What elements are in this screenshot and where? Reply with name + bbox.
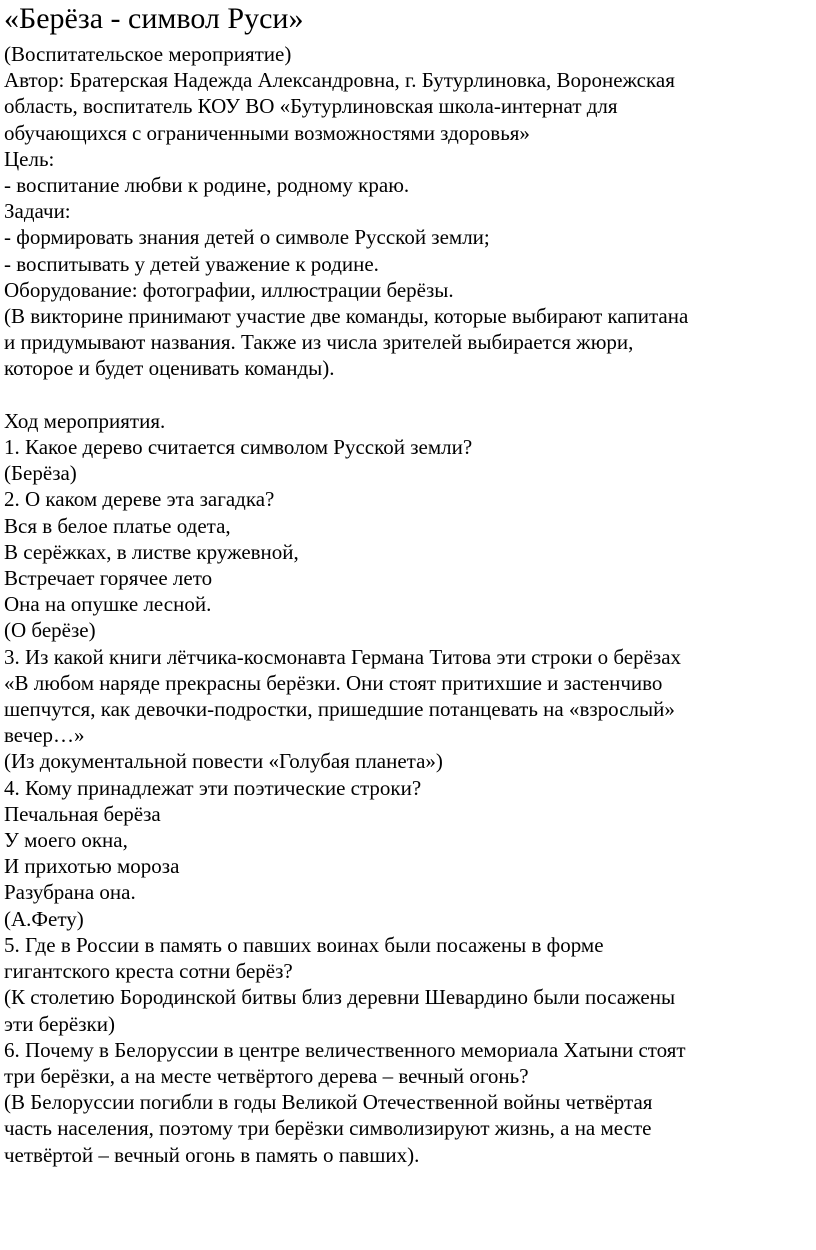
text-line: 5. Где в России в память о павших воинах были посажены в форме [4, 932, 604, 957]
text-line: (В Белоруссии погибли в годы Великой Отечественной войны четвёртая [4, 1090, 653, 1115]
text-line: 4. Кому принадлежат эти поэтические строки? [4, 775, 422, 800]
text-line: Она на опушке лесной. [4, 592, 212, 617]
text-line: (А.Фету) [4, 906, 84, 931]
document-title: «Берёза - символ Руси» [4, 2, 304, 35]
text-line: «В любом наряде прекрасны берёзки. Они стоят притихшие и застенчиво [4, 670, 663, 695]
text-line: - воспитание любви к родине, родному краю. [4, 173, 410, 198]
text-line: 2. О каком дереве эта загадка? [4, 487, 275, 512]
text-line: У моего окна, [4, 828, 128, 853]
text-line: Разубрана она. [4, 880, 136, 905]
text-line: 3. Из какой книги лётчика-космонавта Германа Титова эти строки о берёзах [4, 644, 682, 669]
text-line: 1. Какое дерево считается символом Русской земли? [4, 435, 473, 460]
text-line: (О берёзе) [4, 618, 96, 643]
text-line: и придумывают названия. Также из числа зрителей выбирается жюри, [4, 330, 634, 355]
text-line: которое и будет оценивать команды). [4, 356, 335, 381]
text-line: вечер…» [4, 723, 85, 748]
text-line: Автор: Братерская Надежда Александровна, г. Бутурлиновка, Воронежская [4, 68, 675, 93]
text-line: три берёзки, а на месте четвёртого дерева – вечный огонь? [4, 1063, 529, 1088]
text-line: (К столетию Бородинской битвы близ деревни Шевардино были посажены [4, 985, 676, 1010]
text-line: обучающихся с ограниченными возможностями здоровья» [4, 120, 530, 145]
text-line: Встречает горячее лето [4, 566, 213, 591]
text-line: (Из документальной повести «Голубая планета») [4, 749, 443, 774]
text-line: Цель: [4, 146, 55, 171]
text-line: (В викторине принимают участие две команды, которые выбирают капитана [4, 304, 689, 329]
text-line: (Берёза) [4, 461, 77, 486]
text-line: область, воспитатель КОУ ВО «Бутурлиновская школа-интернат для [4, 94, 618, 119]
text-line: Оборудование: фотографии, иллюстрации берёзы. [4, 277, 454, 302]
document-body [4, 41, 806, 1168]
text-line: гигантского креста сотни берёз? [4, 959, 293, 984]
text-line: Ход мероприятия. [4, 408, 166, 433]
text-line: четвёртой – вечный огонь в память о павших). [4, 1142, 420, 1167]
text-line: (Воспитательское мероприятие) [4, 42, 292, 66]
text-line: - воспитывать у детей уважение к родине. [4, 251, 379, 276]
blank-line [4, 382, 806, 408]
text-line: В серёжках, в листве кружевной, [4, 539, 299, 564]
text-line: Вся в белое платье одета, [4, 513, 231, 538]
text-line: шепчутся, как девочки-подростки, пришедшие потанцевать на «взрослый» [4, 697, 675, 722]
text-line: Задачи: [4, 199, 71, 224]
text-line: - формировать знания детей о символе Русской земли; [4, 225, 490, 250]
text-line: 6. Почему в Белоруссии в центре величественного мемориала Хатыни стоят [4, 1037, 686, 1062]
text-line: эти берёзки) [4, 1011, 115, 1036]
text-line: И прихотью мороза [4, 854, 180, 879]
text-line: Печальная берёза [4, 801, 161, 826]
text-line: часть населения, поэтому три берёзки символизируют жизнь, а на месте [4, 1116, 652, 1141]
